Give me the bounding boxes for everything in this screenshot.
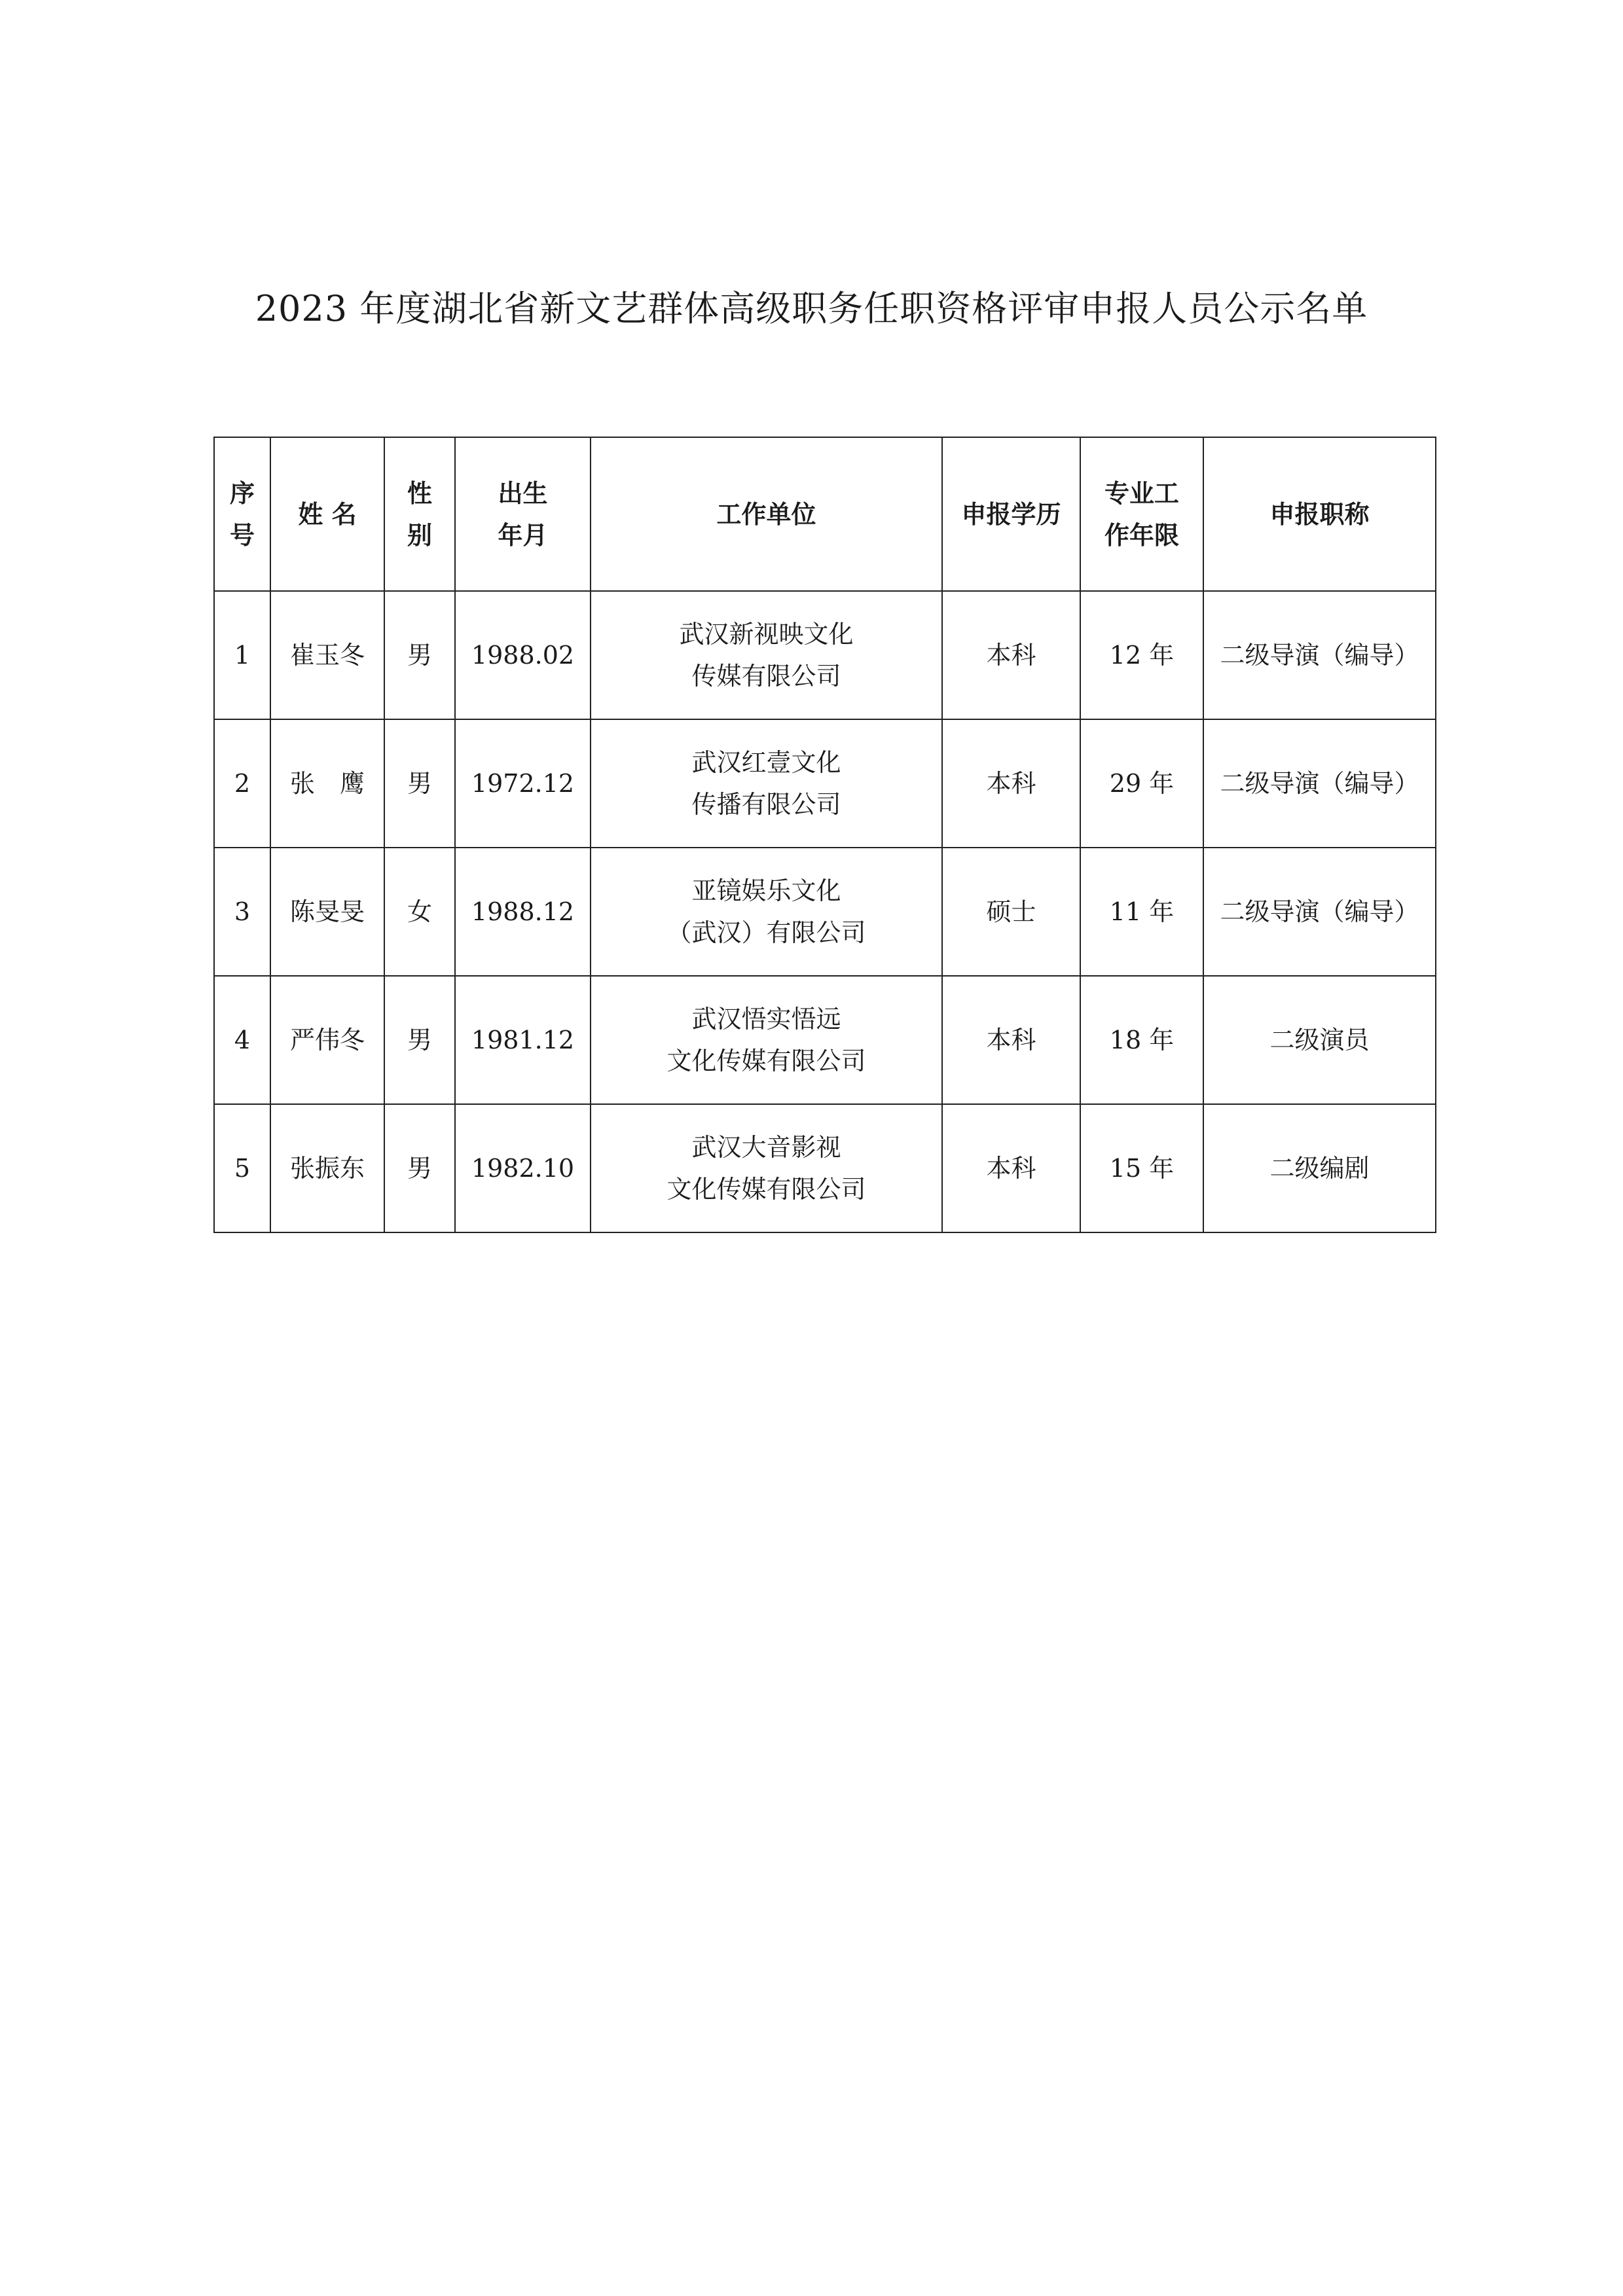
cell-name: 严伟冬 (270, 976, 384, 1104)
cell-years: 18 年 (1080, 976, 1203, 1104)
table-row (214, 1104, 1436, 1232)
cell-employer (591, 719, 942, 848)
cell-title-applied: 二级导演（编导） (1203, 591, 1436, 719)
table-row (214, 848, 1436, 976)
applicant-table (213, 437, 1436, 1233)
cell-name: 崔玉冬 (270, 591, 384, 719)
header-birth: 出生年月 (455, 437, 591, 591)
cell-index: 4 (214, 976, 270, 1104)
employer-line-2: 文化传媒有限公司 (666, 1047, 866, 1075)
page-title: 2023 年度湖北省新文艺群体高级职务任职资格评审申报人员公示名单 (255, 288, 1368, 329)
employer-line-2: 传媒有限公司 (691, 662, 841, 691)
cell-education: 本科 (942, 976, 1080, 1104)
table-row (214, 719, 1436, 848)
employer-line-2: （武汉）有限公司 (666, 918, 866, 947)
cell-title-applied: 二级导演（编导） (1203, 719, 1436, 848)
employer-line-1: 亚镜娱乐文化 (691, 876, 841, 905)
employer-line-1: 武汉大音影视 (691, 1133, 841, 1162)
employer-line-1: 武汉新视映文化 (679, 620, 854, 649)
table-header-row (214, 437, 1436, 591)
cell-index: 1 (214, 591, 270, 719)
header-education: 申报学历 (942, 437, 1080, 591)
cell-gender: 男 (384, 976, 455, 1104)
employer-line-1: 武汉红壹文化 (691, 748, 841, 777)
table-row (214, 976, 1436, 1104)
cell-title-applied: 二级导演（编导） (1203, 848, 1436, 976)
employer-line-2: 文化传媒有限公司 (666, 1175, 866, 1204)
employer-line-2: 传播有限公司 (691, 790, 841, 819)
cell-years: 11 年 (1080, 848, 1203, 976)
cell-title-applied: 二级演员 (1203, 976, 1436, 1104)
cell-education: 本科 (942, 591, 1080, 719)
cell-index: 3 (214, 848, 270, 976)
employer-line-1: 武汉悟实悟远 (691, 1005, 841, 1033)
header-title-applied: 申报职称 (1203, 437, 1436, 591)
cell-education: 本科 (942, 719, 1080, 848)
table-row (214, 591, 1436, 719)
cell-years: 29 年 (1080, 719, 1203, 848)
header-gender: 性别 (384, 437, 455, 591)
cell-education: 硕士 (942, 848, 1080, 976)
cell-name: 张振东 (270, 1104, 384, 1232)
cell-birth: 1988.02 (455, 591, 591, 719)
header-name: 姓 名 (270, 437, 384, 591)
cell-employer (591, 976, 942, 1104)
cell-gender: 男 (384, 1104, 455, 1232)
cell-birth: 1982.10 (455, 1104, 591, 1232)
cell-education: 本科 (942, 1104, 1080, 1232)
cell-gender: 男 (384, 719, 455, 848)
cell-index: 5 (214, 1104, 270, 1232)
header-employer: 工作单位 (591, 437, 942, 591)
header-index: 序号 (214, 437, 270, 591)
cell-name: 陈旻旻 (270, 848, 384, 976)
cell-index: 2 (214, 719, 270, 848)
cell-title-applied: 二级编剧 (1203, 1104, 1436, 1232)
cell-birth: 1988.12 (455, 848, 591, 976)
cell-name: 张 鹰 (270, 719, 384, 848)
cell-birth: 1981.12 (455, 976, 591, 1104)
cell-years: 15 年 (1080, 1104, 1203, 1232)
cell-birth: 1972.12 (455, 719, 591, 848)
cell-years: 12 年 (1080, 591, 1203, 719)
cell-gender: 女 (384, 848, 455, 976)
cell-employer (591, 591, 942, 719)
cell-gender: 男 (384, 591, 455, 719)
cell-employer (591, 848, 942, 976)
header-years: 专业工作年限 (1080, 437, 1203, 591)
cell-employer (591, 1104, 942, 1232)
